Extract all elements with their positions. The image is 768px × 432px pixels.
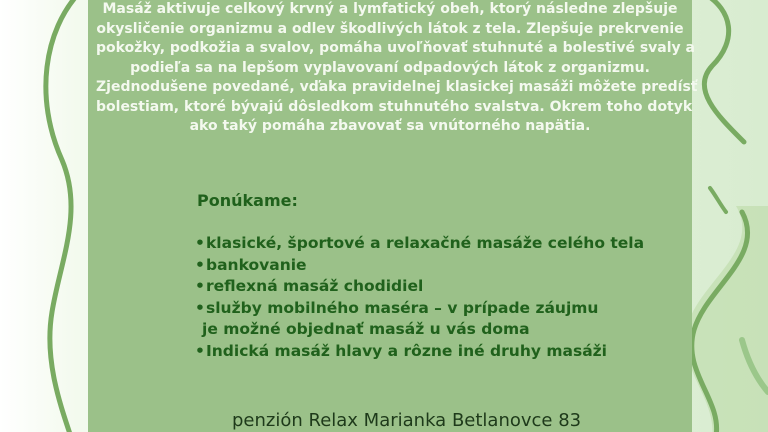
offer-item: • bankovanie: [195, 255, 644, 277]
offer-list: [195, 233, 644, 362]
left-swirl-line: [46, 0, 80, 432]
intro-line: Masáž aktivuje celkový krvný a lymfatický obeh, ktorý následne zlepšuje: [102, 1, 678, 17]
offer-item: • Indická masáž hlavy a rôzne iné druhy masáži: [195, 341, 644, 363]
intro-line: podieľa sa na lepšom vyplavovaní odpadových látok z organizmu.: [130, 59, 650, 76]
intro-line: bolestiam, ktoré bývajú dôsledkom stuhnutého svalstva. Okrem toho dotyk: [96, 98, 693, 115]
offer-heading: Ponúkame:: [197, 191, 298, 210]
intro-line: okysličenie organizmu a odlev škodlivých látok z tela. Zlepšuje prekrvenie: [96, 20, 684, 37]
offer-item: • reflexná masáž chodidiel: [195, 276, 644, 298]
offer-item: • klasické, športové a relaxačné masáže celého tela: [195, 233, 644, 255]
address-line: penzión Relax Marianka Betlanovce 83: [232, 410, 582, 431]
offer-item: • služby mobilného maséra – v prípade záujmu: [195, 298, 644, 320]
intro-paragraph: [96, 0, 698, 137]
intro-line: pokožky, podkožia a svalov, pomáha uvoľňovať stuhnuté a bolestivé svaly a: [96, 40, 695, 56]
intro-line: ako taký pomáha zbavovať sa vnútorného napätia.: [189, 118, 591, 134]
right-swirl-line: [704, 0, 744, 142]
offer-item-continuation: je možné objednať masáž u vás doma: [202, 320, 530, 338]
intro-line: Zjednodušene povedané, vďaka pravidelnej klasickej masáži môžete predísť: [96, 79, 698, 95]
right-small-stroke: [710, 188, 726, 212]
